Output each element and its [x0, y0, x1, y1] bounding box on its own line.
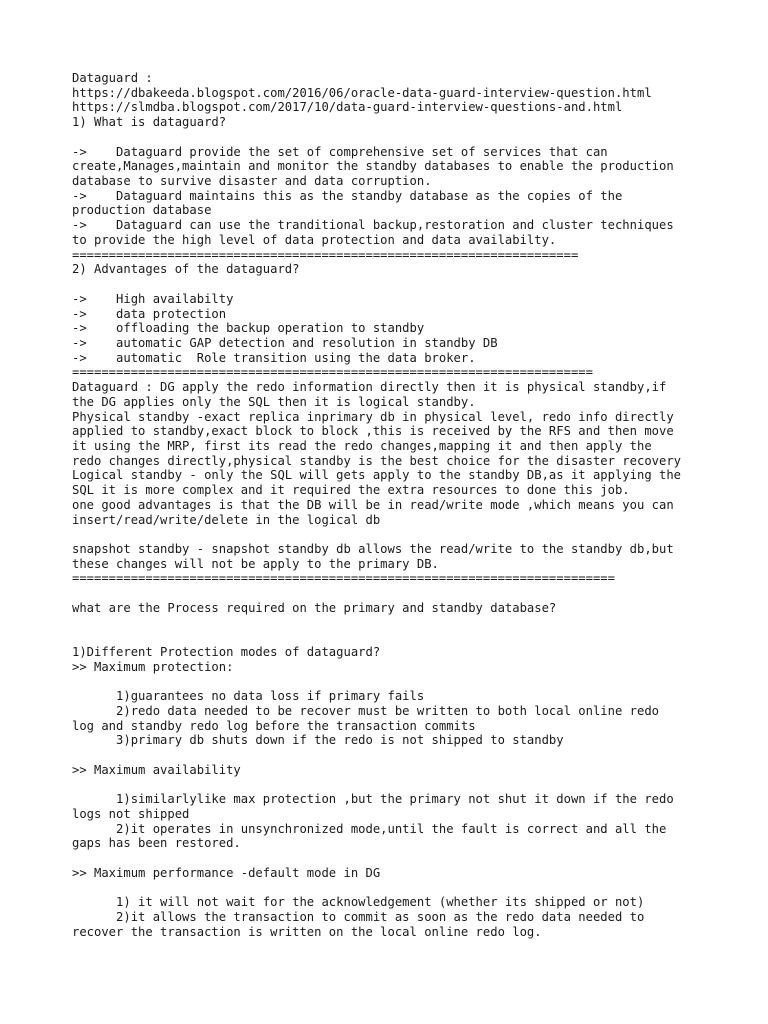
- text-line: https://dbakeeda.blogspot.com/2016/06/oracle-data-guard-interview-question.html: [72, 85, 652, 100]
- text-line: 1) What is dataguard?: [72, 115, 227, 130]
- text-line: redo changes directly,physical standby is the best choice for the disaster recovery: [72, 453, 682, 468]
- text-line: >> Maximum availability: [72, 762, 241, 777]
- text-line: logs not shipped: [72, 806, 190, 821]
- text-line: https://slmdba.blogspot.com/2017/10/data-guard-interview-questions-and.html: [72, 100, 623, 115]
- blank-line: [72, 616, 732, 631]
- text-line: -> High availabilty: [72, 291, 234, 306]
- text-line: 1)guarantees no data loss if primary fails: [72, 689, 425, 704]
- text-line: -> Dataguard maintains this as the standby database as the copies of the: [72, 188, 623, 203]
- blank-line: [72, 130, 732, 145]
- text-line: create,Manages,maintain and monitor the standby databases to enable the production: [72, 159, 674, 174]
- text-line: gaps has been restored.: [72, 836, 241, 851]
- text-line: >> Maximum protection:: [72, 659, 234, 674]
- text-line: Physical standby -exact replica inprimary db in physical level, redo info directly: [72, 409, 674, 424]
- text-line: -> automatic Role transition using the data broker.: [72, 350, 476, 365]
- text-line: =======================================================================: [72, 365, 593, 380]
- blank-line: [72, 851, 732, 866]
- blank-line: [72, 674, 732, 689]
- text-line: >> Maximum performance -default mode in DG: [72, 865, 381, 880]
- blank-line: [72, 277, 732, 292]
- blank-line: [72, 748, 732, 763]
- document-body: [72, 71, 732, 939]
- blank-line: [72, 881, 732, 896]
- blank-line: [72, 630, 732, 645]
- text-line: =====================================================================: [72, 247, 579, 262]
- text-line: -> data protection: [72, 306, 227, 321]
- text-line: 2) Advantages of the dataguard?: [72, 262, 300, 277]
- text-line: SQL it is more complex and it required the extra resources to done this job.: [72, 483, 630, 498]
- text-line: Logical standby - only the SQL will gets apply to the standby DB,as it applying the: [72, 468, 682, 483]
- text-line: to provide the high level of data protection and data availabilty.: [72, 232, 557, 247]
- text-line: -> automatic GAP detection and resolution in standby DB: [72, 335, 498, 350]
- text-line: what are the Process required on the primary and standby database?: [72, 600, 557, 615]
- text-line: it using the MRP, first its read the redo changes,mapping it and then apply the: [72, 438, 652, 453]
- text-line: production database: [72, 203, 212, 218]
- text-line: the DG applies only the SQL then it is logical standby.: [72, 394, 476, 409]
- text-line: Dataguard : DG apply the redo information directly then it is physical standby,if: [72, 380, 667, 395]
- text-line: ==========================================================================: [72, 571, 615, 586]
- text-line: 2)it allows the transaction to commit as soon as the redo data needed to: [72, 909, 645, 924]
- text-line: these changes will not be apply to the primary DB.: [72, 556, 439, 571]
- blank-line: [72, 586, 732, 601]
- text-line: one good advantages is that the DB will be in read/write mode ,which means you can: [72, 497, 674, 512]
- text-line: -> Dataguard can use the tranditional backup,restoration and cluster techniques: [72, 218, 674, 233]
- text-line: insert/read/write/delete in the logical db: [72, 512, 381, 527]
- text-line: 2)it operates in unsynchronized mode,until the fault is correct and all the: [72, 821, 667, 836]
- text-line: database to survive disaster and data corruption.: [72, 174, 432, 189]
- text-line: Dataguard :: [72, 71, 153, 85]
- text-line: 1)Different Protection modes of dataguard?: [72, 645, 381, 660]
- text-line: 2)redo data needed to be recover must be written to both local online redo: [72, 703, 659, 718]
- text-line: snapshot standby - snapshot standby db allows the read/write to the standby db,but: [72, 542, 674, 556]
- text-line: recover the transaction is written on the local online redo log.: [72, 924, 542, 939]
- text-line: 1)similarlylike max protection ,but the primary not shut it down if the redo: [72, 792, 674, 807]
- text-line: 1) it will not wait for the acknowledgement (whether its shipped or not): [72, 895, 645, 910]
- blank-line: [72, 527, 732, 542]
- text-line: -> offloading the backup operation to standby: [72, 321, 425, 336]
- text-line: applied to standby,exact block to block ,this is received by the RFS and then move: [72, 424, 674, 439]
- text-line: -> Dataguard provide the set of comprehensive set of services that can: [72, 144, 608, 159]
- blank-line: [72, 778, 732, 793]
- text-line: log and standby redo log before the transaction commits: [72, 718, 476, 733]
- text-line: 3)primary db shuts down if the redo is not shipped to standby: [72, 733, 564, 748]
